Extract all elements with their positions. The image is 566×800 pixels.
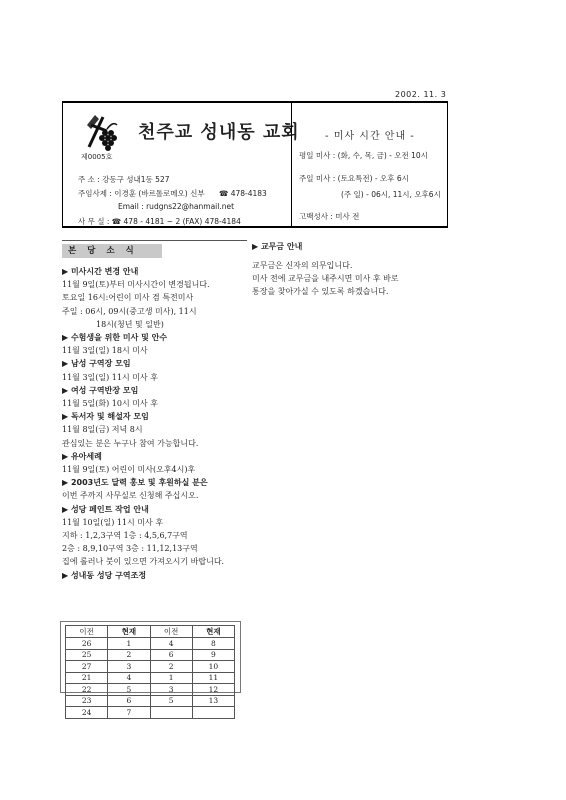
news-line: 11월 9일(토) 어린이 미사(오후4시)후 bbox=[62, 465, 196, 475]
parish-news-tag: 본 당 소 식 bbox=[62, 244, 162, 258]
parish-news-column bbox=[62, 265, 252, 582]
email: Email : rudgns22@hanmail.net bbox=[118, 202, 235, 211]
news-line: 이번 주까지 사무실로 신청해 주십시오. bbox=[62, 491, 199, 501]
header-divider bbox=[291, 103, 292, 226]
table-cell: 26 bbox=[66, 638, 108, 650]
grape-cross-logo-icon bbox=[81, 111, 121, 153]
table-cell: 5 bbox=[108, 684, 150, 696]
table-cell: 3 bbox=[150, 684, 192, 696]
contribution-line: 교무금은 신자의 의무입니다. bbox=[252, 261, 353, 271]
table-cell: 25 bbox=[66, 649, 108, 661]
weekday-mass: 평일 미사 : (화, 수, 목, 금) - 오전 10시 bbox=[299, 151, 428, 160]
confession-time: 고백성사 : 미사 전 bbox=[299, 212, 360, 221]
news-line: 주일 : 06시, 09시(중고생 미사), 11시 bbox=[62, 306, 197, 316]
table-cell: 1 bbox=[150, 672, 192, 684]
table-cell: 5 bbox=[150, 695, 192, 707]
contribution-column bbox=[252, 240, 447, 298]
issue-number: 제0005호 bbox=[81, 153, 113, 161]
contribution-heading: ▶ 교무금 안내 bbox=[252, 242, 303, 251]
sunday-mass: (주 일) - 06시, 11시, 오후6시 bbox=[341, 190, 441, 199]
table-row bbox=[66, 707, 235, 719]
news-line: 11월 10일(일) 11시 미사 후 bbox=[62, 517, 164, 527]
news-heading: ▶ 성내동 성당 구역조정 bbox=[62, 570, 147, 580]
table-cell: 3 bbox=[108, 661, 150, 673]
publish-date: 2002. 11. 3 bbox=[395, 90, 447, 99]
pastor-line bbox=[78, 188, 267, 199]
table-row bbox=[66, 661, 235, 673]
news-line: 11월 5일(화) 10시 미사 후 bbox=[62, 399, 158, 409]
news-line: 지하 : 1,2,3구역 1층 : 4,5,6,7구역 bbox=[62, 531, 188, 541]
table-cell bbox=[150, 707, 192, 719]
table-cell bbox=[192, 707, 234, 719]
parish-title: 천주교 성내동 교회 bbox=[138, 122, 300, 143]
news-heading: ▶ 유아세례 bbox=[62, 451, 102, 461]
contribution-line: 통장을 찾아가실 수 있도록 하겠습니다. bbox=[252, 287, 389, 297]
table-row bbox=[66, 695, 235, 707]
table-cell: 13 bbox=[192, 695, 234, 707]
table-cell: 6 bbox=[108, 695, 150, 707]
news-heading: ▶ 남성 구역장 모임 bbox=[62, 359, 131, 369]
table-row bbox=[66, 638, 235, 650]
table-row bbox=[66, 684, 235, 696]
table-header-row bbox=[66, 626, 235, 638]
pastor-phone: ☎ 478-4183 bbox=[218, 189, 267, 198]
table-cell: 4 bbox=[150, 638, 192, 650]
news-line: 11월 3일(일) 11시 미사 후 bbox=[62, 372, 158, 382]
table-cell: 24 bbox=[66, 707, 108, 719]
news-line: 18시(청년 및 일반) bbox=[96, 319, 164, 329]
news-heading: ▶ 2003년도 달력 홍보 및 후원하실 분은 bbox=[62, 478, 208, 488]
news-heading: ▶ 여성 구역반장 모임 bbox=[62, 385, 139, 395]
table-cell: 10 bbox=[192, 661, 234, 673]
news-line: 관심있는 분은 누구나 참여 가능합니다. bbox=[62, 438, 199, 448]
table-cell: 2 bbox=[108, 649, 150, 661]
news-heading: ▶ 미사시간 변경 안내 bbox=[62, 267, 139, 276]
column-header: 이전 bbox=[150, 626, 192, 638]
news-heading: ▶ 독서자 및 해설자 모임 bbox=[62, 412, 149, 422]
table-row bbox=[66, 649, 235, 661]
table-cell: 6 bbox=[150, 649, 192, 661]
table-cell: 27 bbox=[66, 661, 108, 673]
pastor-name: 주임사제 : 이경훈 (바르톨로메오) 신부 bbox=[78, 189, 205, 198]
column-header: 이전 bbox=[66, 626, 108, 638]
table-cell: 1 bbox=[108, 638, 150, 650]
news-line: 11월 8일(금) 저녁 8시 bbox=[62, 425, 143, 435]
table-cell: 11 bbox=[192, 672, 234, 684]
table-row bbox=[66, 672, 235, 684]
table-cell: 23 bbox=[66, 695, 108, 707]
news-heading: ▶ 성당 페인트 작업 안내 bbox=[62, 504, 149, 514]
table-cell: 8 bbox=[192, 638, 234, 650]
table-cell: 7 bbox=[108, 707, 150, 719]
news-line: 토요일 16시:어린이 미사 겸 특전미사 bbox=[62, 293, 194, 303]
news-line: 집에 롤러나 붓이 있으면 가져오시기 바랍니다. bbox=[62, 557, 225, 567]
table-cell: 4 bbox=[108, 672, 150, 684]
bulletin-header bbox=[62, 101, 448, 228]
office-contact: 사 무 실 : ☎ 478 - 4181 ~ 2 (FAX) 478-4184 bbox=[78, 217, 241, 226]
table-cell: 9 bbox=[192, 649, 234, 661]
news-heading: ▶ 수험생을 위한 미사 및 안수 bbox=[62, 333, 168, 343]
address: 주 소 : 강동구 성내1동 527 bbox=[78, 175, 170, 184]
table-cell: 12 bbox=[192, 684, 234, 696]
contribution-line: 미사 전에 교무금을 내주시면 미사 후 바로 bbox=[252, 274, 399, 284]
news-line: 11월 3일(일) 18시 미사 bbox=[62, 346, 148, 356]
section-rule bbox=[62, 240, 247, 241]
saturday-mass: 주일 미사 : (토요특전) - 오후 6시 bbox=[299, 174, 409, 183]
table-cell: 2 bbox=[150, 661, 192, 673]
table-cell: 22 bbox=[66, 684, 108, 696]
zone-table bbox=[65, 625, 235, 719]
column-header: 현재 bbox=[192, 626, 234, 638]
mass-schedule-title: - 미사 시간 안내 - bbox=[325, 131, 415, 142]
column-header: 현재 bbox=[108, 626, 150, 638]
news-line: 11월 9일(토)부터 미사시간이 변경됩니다. bbox=[62, 280, 210, 290]
zone-table-body bbox=[66, 638, 235, 719]
table-cell: 21 bbox=[66, 672, 108, 684]
news-line: 2층 : 8,9,10구역 3층 : 11,12,13구역 bbox=[62, 544, 198, 554]
